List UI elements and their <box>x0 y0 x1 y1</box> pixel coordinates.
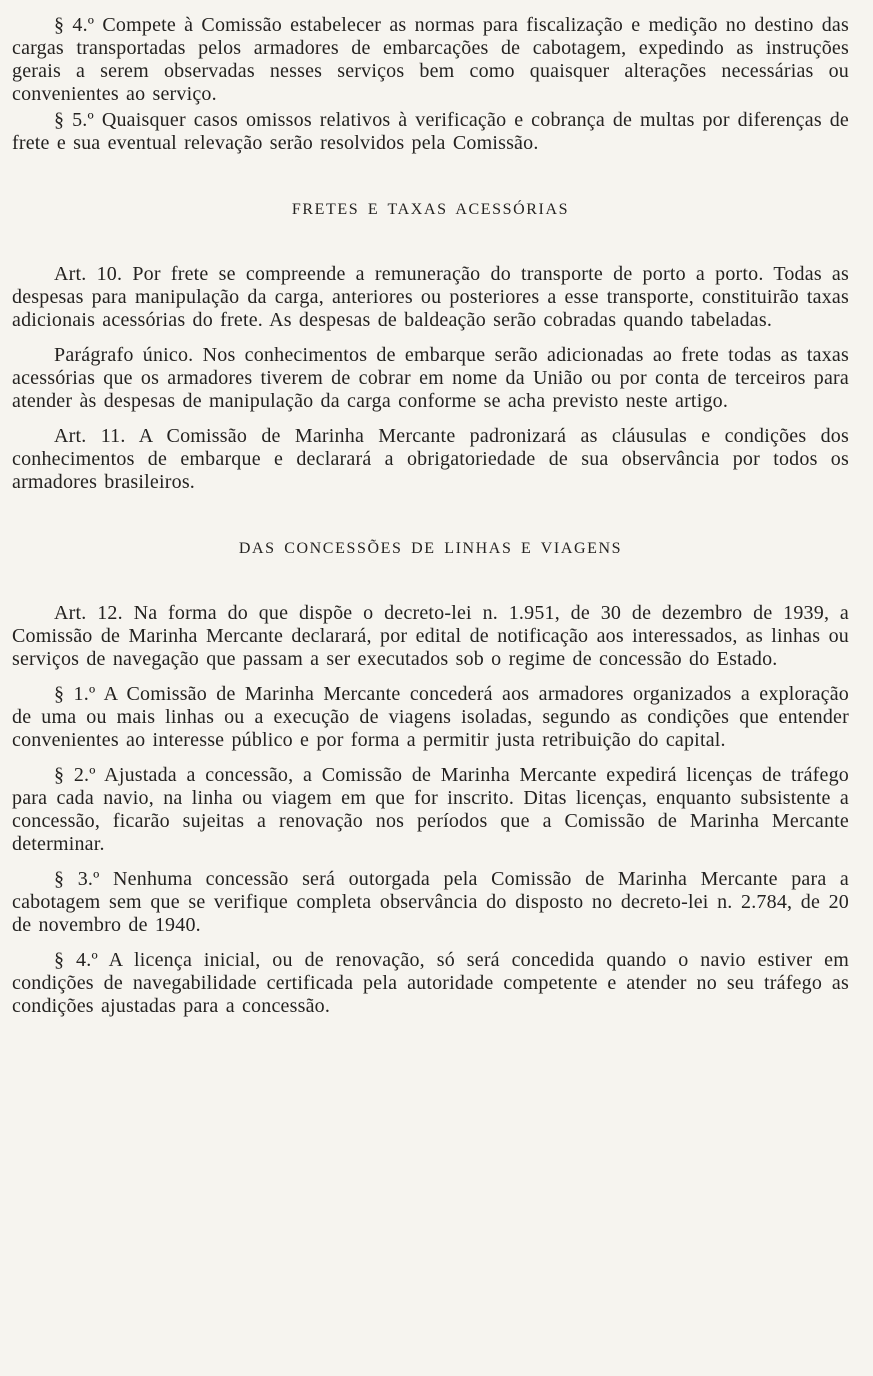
paragraph-art-11: Art. 11. A Comissão de Marinha Mercante padronizará as cláusulas e condições dos conhecimentos de embarque e declarará a obrigatoriedade de sua observância por todos os armadores brasileiros. <box>12 425 849 493</box>
paragraph-section-2-licencas-trafego: § 2.º Ajustada a concessão, a Comissão de Marinha Mercante expedirá licenças de tráfego para cada navio, na linha ou viagem em que for inscrito. Ditas licenças, enquanto subsistente a concessão, ficarão sujeitas a renovação nos períodos que a Comissão de Marinha Mercante determinar. <box>12 764 849 855</box>
paragraph-paragrafo-unico: Parágrafo único. Nos conhecimentos de embarque serão adicionadas ao frete todas as taxas acessórias que os armadores tiverem de cobrar em nome da União ou por conta de terceiros para atender às despesas de manipulação da carga conforme se acha previsto neste artigo. <box>12 344 849 412</box>
paragraph-section-5-casos-omissos: § 5.º Quaisquer casos omissos relativos à verificação e cobrança de multas por diferenças de frete e sua eventual relevação serão resolvidos pela Comissão. <box>12 109 849 154</box>
paragraph-section-4-fiscalizacao: § 4.º Compete à Comissão estabelecer as normas para fiscalização e medição no destino das cargas transportadas pelos armadores de embarcações de cabotagem, expedindo as instruções gerais a serem observadas nesses serviços bem como quaisquer alterações necessárias ou convenientes ao serviço. <box>12 14 849 105</box>
paragraph-section-1-concessao: § 1.º A Comissão de Marinha Mercante concederá aos armadores organizados a exploração de uma ou mais linhas ou a execução de viagens isoladas, segundo as condições que entender convenientes ao interesse público e por forma a permitir justa retribuição do capital. <box>12 683 849 751</box>
section-heading-concessoes-linhas-viagens: DAS CONCESSÕES DE LINHAS E VIAGENS <box>238 540 623 557</box>
section-heading-fretes-taxas-acessorias: FRETES E TAXAS ACESSÓRIAS <box>291 201 570 218</box>
paragraph-art-10: Art. 10. Por frete se compreende a remuneração do transporte de porto a porto. Todas as despesas para manipulação da carga, anteriores ou posteriores a esse transporte, constituirão taxas adicionais acessórias do frete. As despesas de baldeação serão cobradas quando tabeladas. <box>12 263 849 331</box>
paragraph-section-3-outorga: § 3.º Nenhuma concessão será outorgada pela Comissão de Marinha Mercante para a cabotagem sem que se verifique completa observância do disposto no decreto-lei n. 2.784, de 20 de novembro de 1940. <box>12 868 849 936</box>
paragraph-art-12: Art. 12. Na forma do que dispõe o decreto-lei n. 1.951, de 30 de dezembro de 1939, a Comissão de Marinha Mercante declarará, por edital de notificação aos interessados, as linhas ou serviços de navegação que passam a ser executados sob o regime de concessão do Estado. <box>12 602 849 670</box>
paragraph-section-4-licenca-inicial: § 4.º A licença inicial, ou de renovação, só será concedida quando o navio estiver em condições de navegabilidade certificada pela autoridade competente e atender no seu tráfego as condições ajustadas para a concessão. <box>12 949 849 1017</box>
